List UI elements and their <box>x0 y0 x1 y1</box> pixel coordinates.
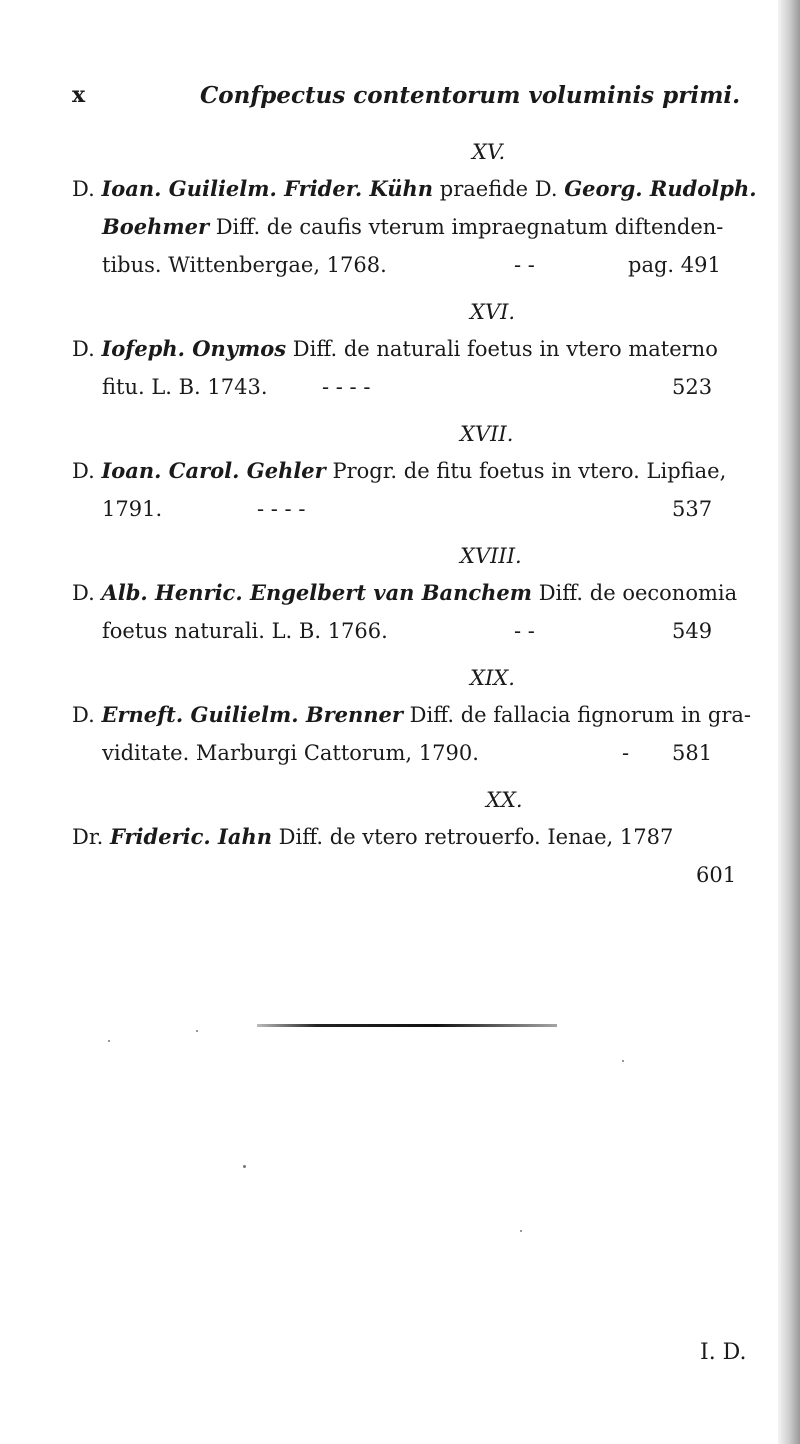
entry-line <box>72 856 772 894</box>
entry-text: Diff. de vtero retrouerfo. Ienae, 1787 <box>278 825 674 849</box>
entry-prefix: D. <box>72 703 95 727</box>
entry-author: Ioan. Carol. Gehler <box>101 458 326 483</box>
entry-author: Ioan. Guilielm. Frider. Kühn <box>101 176 434 201</box>
entry-text: foetus naturali. L. B. 1766. <box>102 619 388 643</box>
page-reference: 537 <box>672 497 713 521</box>
entry-line <box>72 818 772 856</box>
entry-numeral: XX. <box>486 788 523 812</box>
entry-prefix: D. <box>72 459 95 483</box>
entry-prefix: D. <box>72 337 95 361</box>
entry-line <box>72 330 772 368</box>
entry-text: Diff. de naturali foetus in vtero materno <box>292 337 718 361</box>
entry-author: Alb. Henric. Engelbert van Banchem <box>101 580 533 605</box>
entry-line <box>72 490 772 528</box>
page-reference: 523 <box>672 375 713 399</box>
entry-line <box>72 170 772 208</box>
contents-entry-xix <box>72 660 772 772</box>
entry-line <box>72 696 772 734</box>
entry-text: tibus. Wittenbergae, 1768. <box>102 253 387 277</box>
page-number: x <box>72 82 86 108</box>
page-reference: 601 <box>696 863 737 887</box>
leader-dashes: - <box>622 741 630 765</box>
entry-author: Iofeph. Onymos <box>101 336 287 361</box>
leader-dashes: - - - - <box>257 497 306 521</box>
entry-line <box>72 208 772 246</box>
entry-line <box>72 368 772 406</box>
entry-author: Georg. Rudolph. <box>564 176 757 201</box>
entry-text: viditate. Marburgi Cattorum, 1790. <box>102 741 479 765</box>
contents-entry-xviii <box>72 538 772 650</box>
paper-speck <box>243 1165 246 1168</box>
paper-speck <box>520 1230 522 1232</box>
entry-text: fitu. L. B. 1743. <box>102 375 268 399</box>
entry-line <box>72 246 772 284</box>
entry-author: Erneft. Guilielm. Brenner <box>101 702 403 727</box>
paper-speck <box>108 1040 110 1042</box>
entry-line <box>72 612 772 650</box>
entry-line <box>72 734 772 772</box>
entry-prefix: D. <box>72 581 95 605</box>
entry-text: Diff. de oeconomia <box>538 581 738 605</box>
page-edge-shadow <box>778 0 800 1444</box>
contents-entry-xx <box>72 782 772 894</box>
entry-line <box>72 574 772 612</box>
entry-text: praefide D. <box>439 177 558 201</box>
paper-speck <box>196 1030 198 1032</box>
decorative-rule <box>257 1024 557 1027</box>
contents-entry-xvii <box>72 416 772 528</box>
entry-prefix: Dr. <box>72 825 104 849</box>
entry-numeral: XVII. <box>460 422 514 446</box>
entry-text: Diff. de fallacia fignorum in gra- <box>409 703 751 727</box>
entry-numeral: XVI. <box>470 300 516 324</box>
entry-numeral: XIX. <box>470 666 515 690</box>
contents-entry-xvi <box>72 294 772 406</box>
contents-list <box>72 134 772 904</box>
entry-prefix: D. <box>72 177 95 201</box>
entry-numeral: XV. <box>472 140 506 164</box>
catchword: I. D. <box>700 1340 747 1365</box>
leader-dashes: - - <box>514 619 535 643</box>
entry-text: Progr. de fitu foetus in vtero. Lipfiae, <box>332 459 727 483</box>
leader-dashes: - - - - <box>322 375 371 399</box>
paper-speck <box>622 1060 624 1062</box>
entry-line <box>72 452 772 490</box>
entry-author: Frideric. Iahn <box>109 824 272 849</box>
page-reference: 581 <box>672 741 713 765</box>
entry-numeral: XVIII. <box>460 544 522 568</box>
contents-entry-xv <box>72 134 772 284</box>
entry-author: Boehmer <box>102 214 210 239</box>
leader-dashes: - - <box>514 253 535 277</box>
running-title: Confpectus contentorum voluminis primi. <box>200 82 741 109</box>
entry-text: 1791. <box>102 497 163 521</box>
entry-text: Diff. de caufis vterum impraegnatum diftenden- <box>215 215 724 239</box>
page-reference: pag. 491 <box>628 253 721 277</box>
page-reference: 549 <box>672 619 713 643</box>
